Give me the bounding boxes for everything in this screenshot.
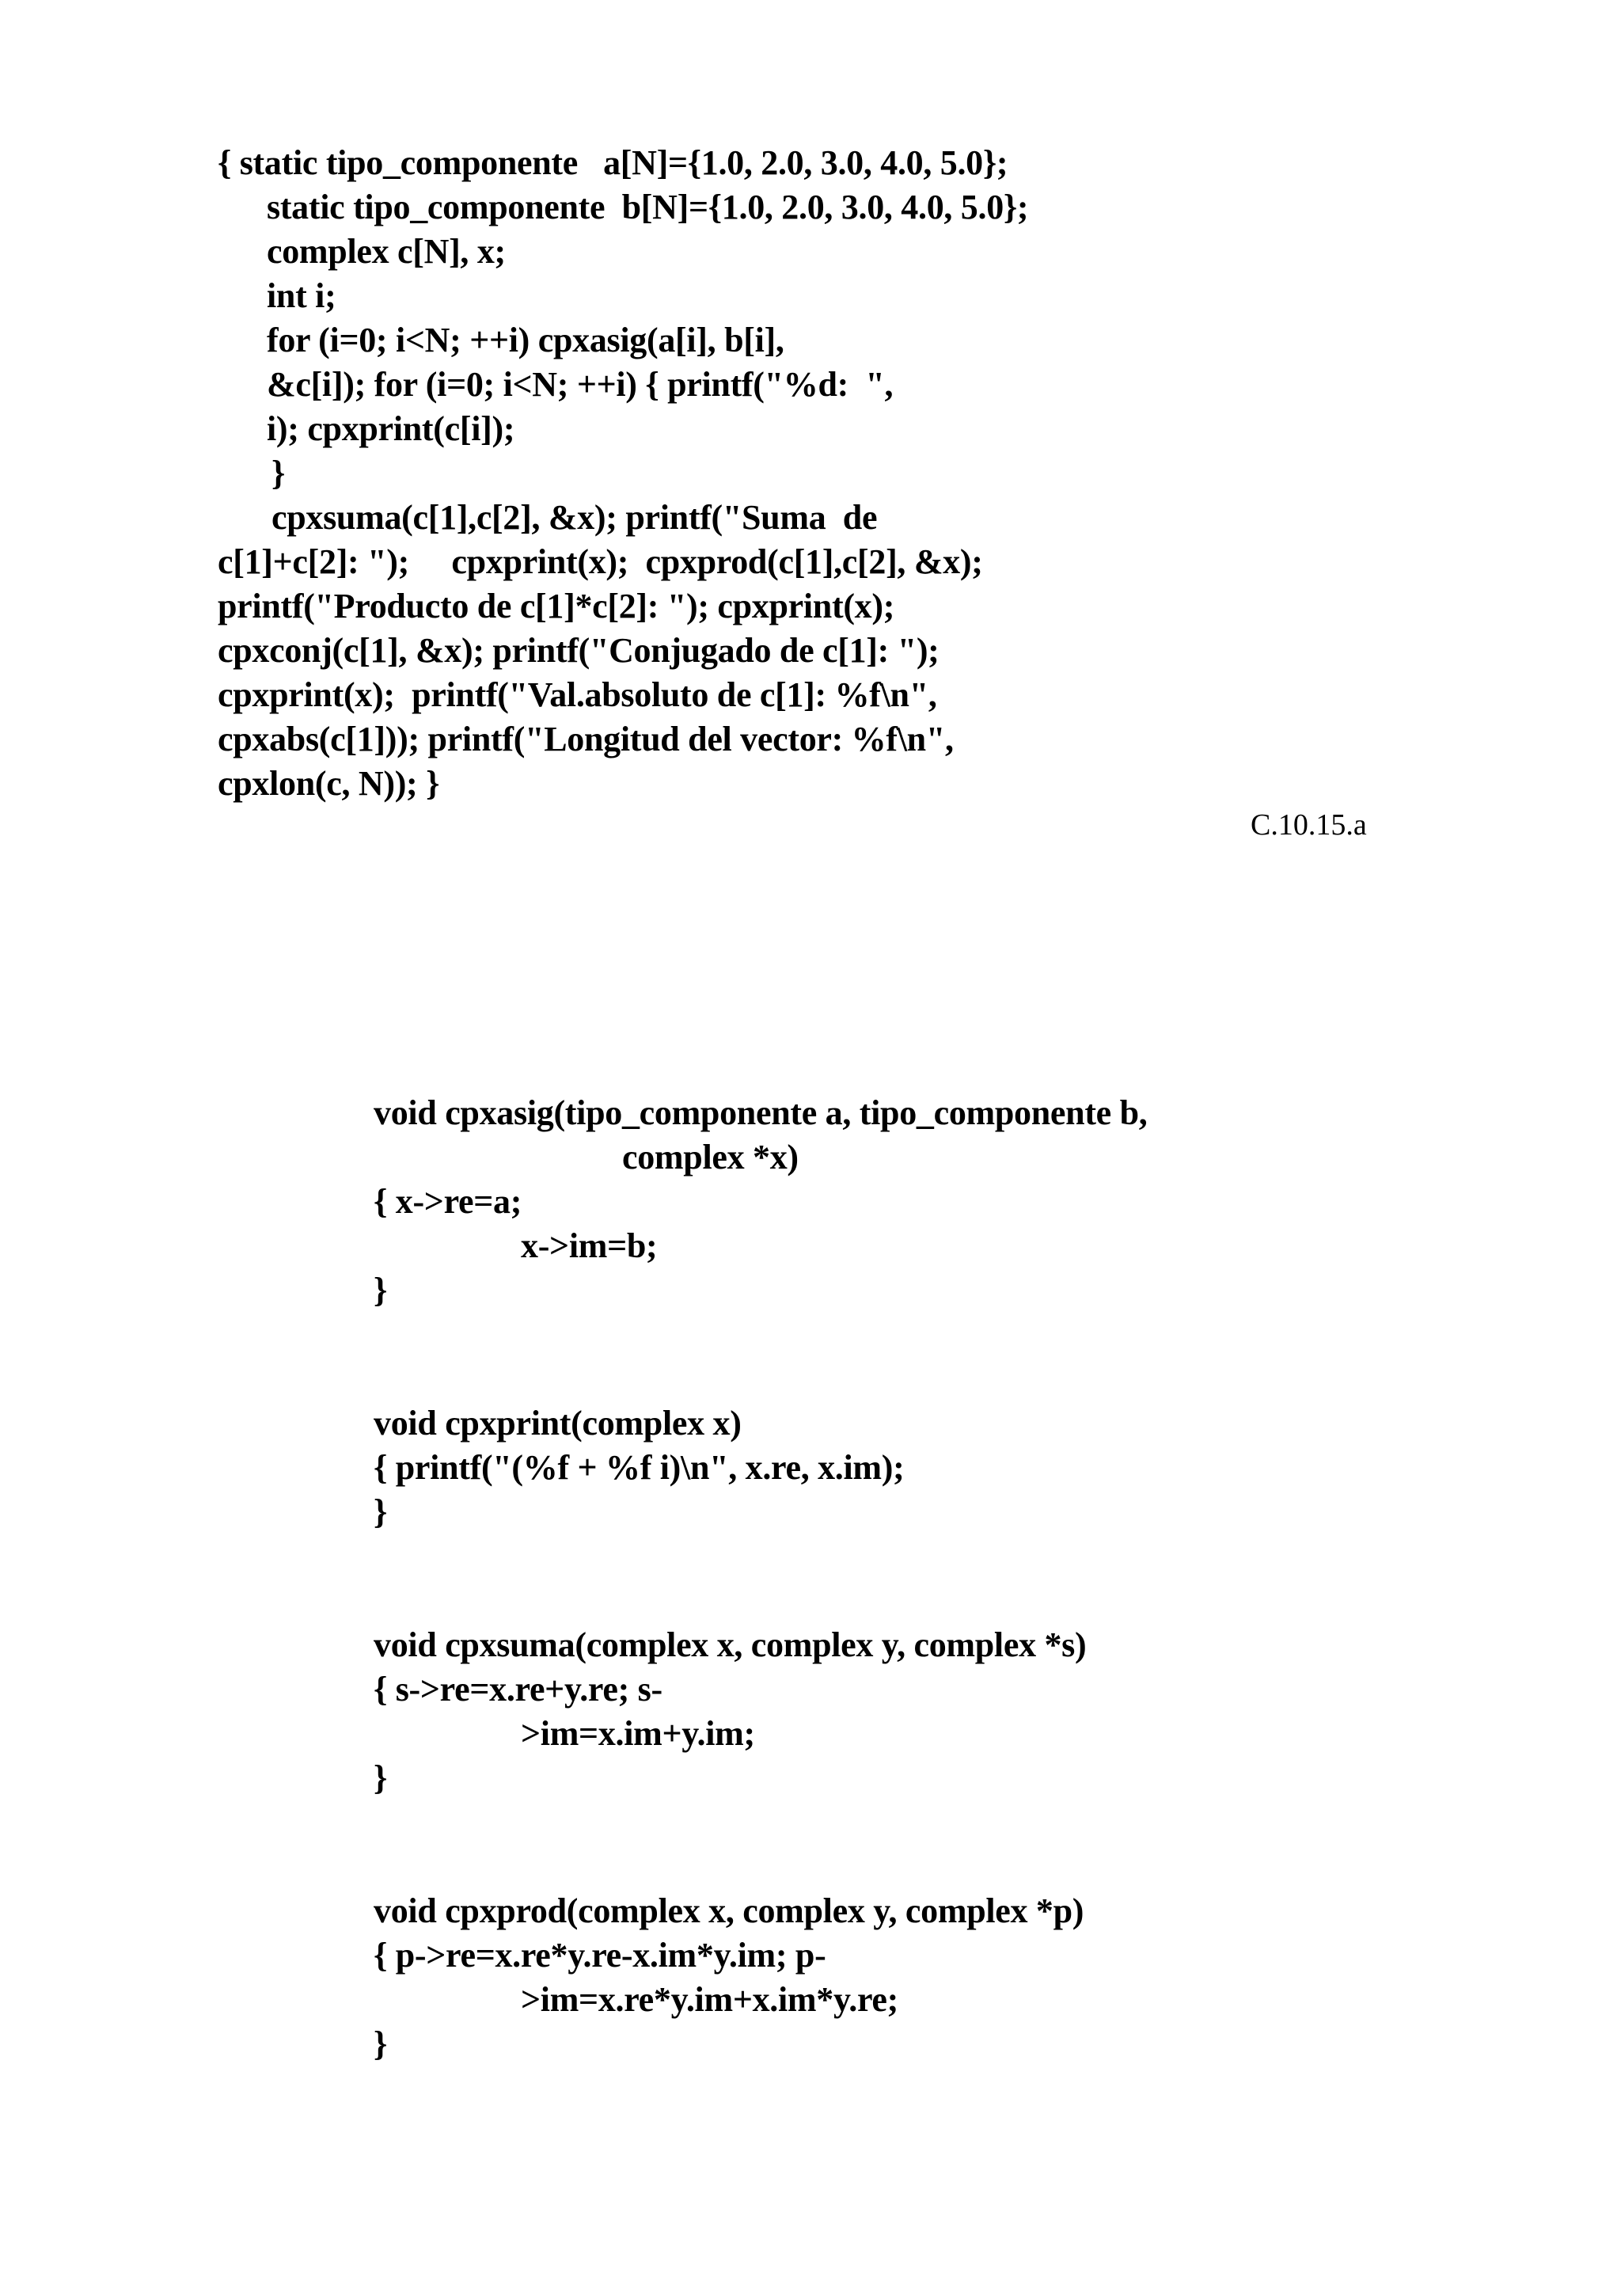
code-line: complex *x) (622, 1138, 799, 1177)
code-line: complex c[N], x; (267, 232, 506, 271)
code-line: } (271, 454, 286, 492)
code-line: void cpxprint(complex x) (374, 1404, 742, 1443)
code-line: } (374, 1758, 388, 1797)
code-line: void cpxsuma(complex x, complex y, complex *s) (374, 1625, 1087, 1664)
code-line: } (374, 1271, 388, 1310)
code-line: { s->re=x.re+y.re; s- (374, 1670, 662, 1709)
code-line: &c[i]); for (i=0; i<N; ++i) { printf("%d: ", (267, 365, 894, 404)
code-line: cpxsuma(c[1],c[2], &x); printf("Suma de (271, 498, 878, 537)
code-line: for (i=0; i<N; ++i) cpxasig(a[i], b[i], (267, 321, 784, 359)
code-line: int i; (267, 276, 336, 315)
code-line: { x->re=a; (374, 1182, 522, 1221)
code-line: >im=x.re*y.im+x.im*y.re; (521, 1980, 898, 2019)
code-line: printf("Producto de c[1]*c[2]: "); cpxprint(x); (218, 587, 895, 625)
code-line: >im=x.im+y.im; (521, 1714, 755, 1753)
code-line: void cpxasig(tipo_componente a, tipo_componente b, (374, 1093, 1148, 1132)
code-line: void cpxprod(complex x, complex y, complex *p) (374, 1891, 1084, 1930)
code-line: i); cpxprint(c[i]); (267, 409, 515, 448)
code-line: static tipo_componente b[N]={1.0, 2.0, 3.0, 4.0, 5.0}; (267, 188, 1029, 226)
code-line: cpxlon(c, N)); } (218, 764, 440, 803)
code-line: } (374, 1492, 388, 1531)
code-line: x->im=b; (521, 1226, 658, 1265)
code-line: cpxprint(x); printf("Val.absoluto de c[1]: %f\n", (218, 675, 937, 714)
listing-caption: C.10.15.a (1251, 808, 1367, 842)
code-line: { printf("(%f + %f i)\n", x.re, x.im); (374, 1448, 905, 1487)
code-line: cpxconj(c[1], &x); printf("Conjugado de c[1]: "); (218, 631, 940, 670)
code-line: { p->re=x.re*y.re-x.im*y.im; p- (374, 1936, 826, 1975)
code-line: } (374, 2024, 388, 2063)
code-line: c[1]+c[2]: "); cpxprint(x); cpxprod(c[1],c[2], &x); (218, 542, 983, 581)
code-line: cpxabs(c[1])); printf("Longitud del vector: %f\n", (218, 720, 954, 758)
code-line: { static tipo_componente a[N]={1.0, 2.0, 3.0, 4.0, 5.0}; (218, 143, 1008, 182)
